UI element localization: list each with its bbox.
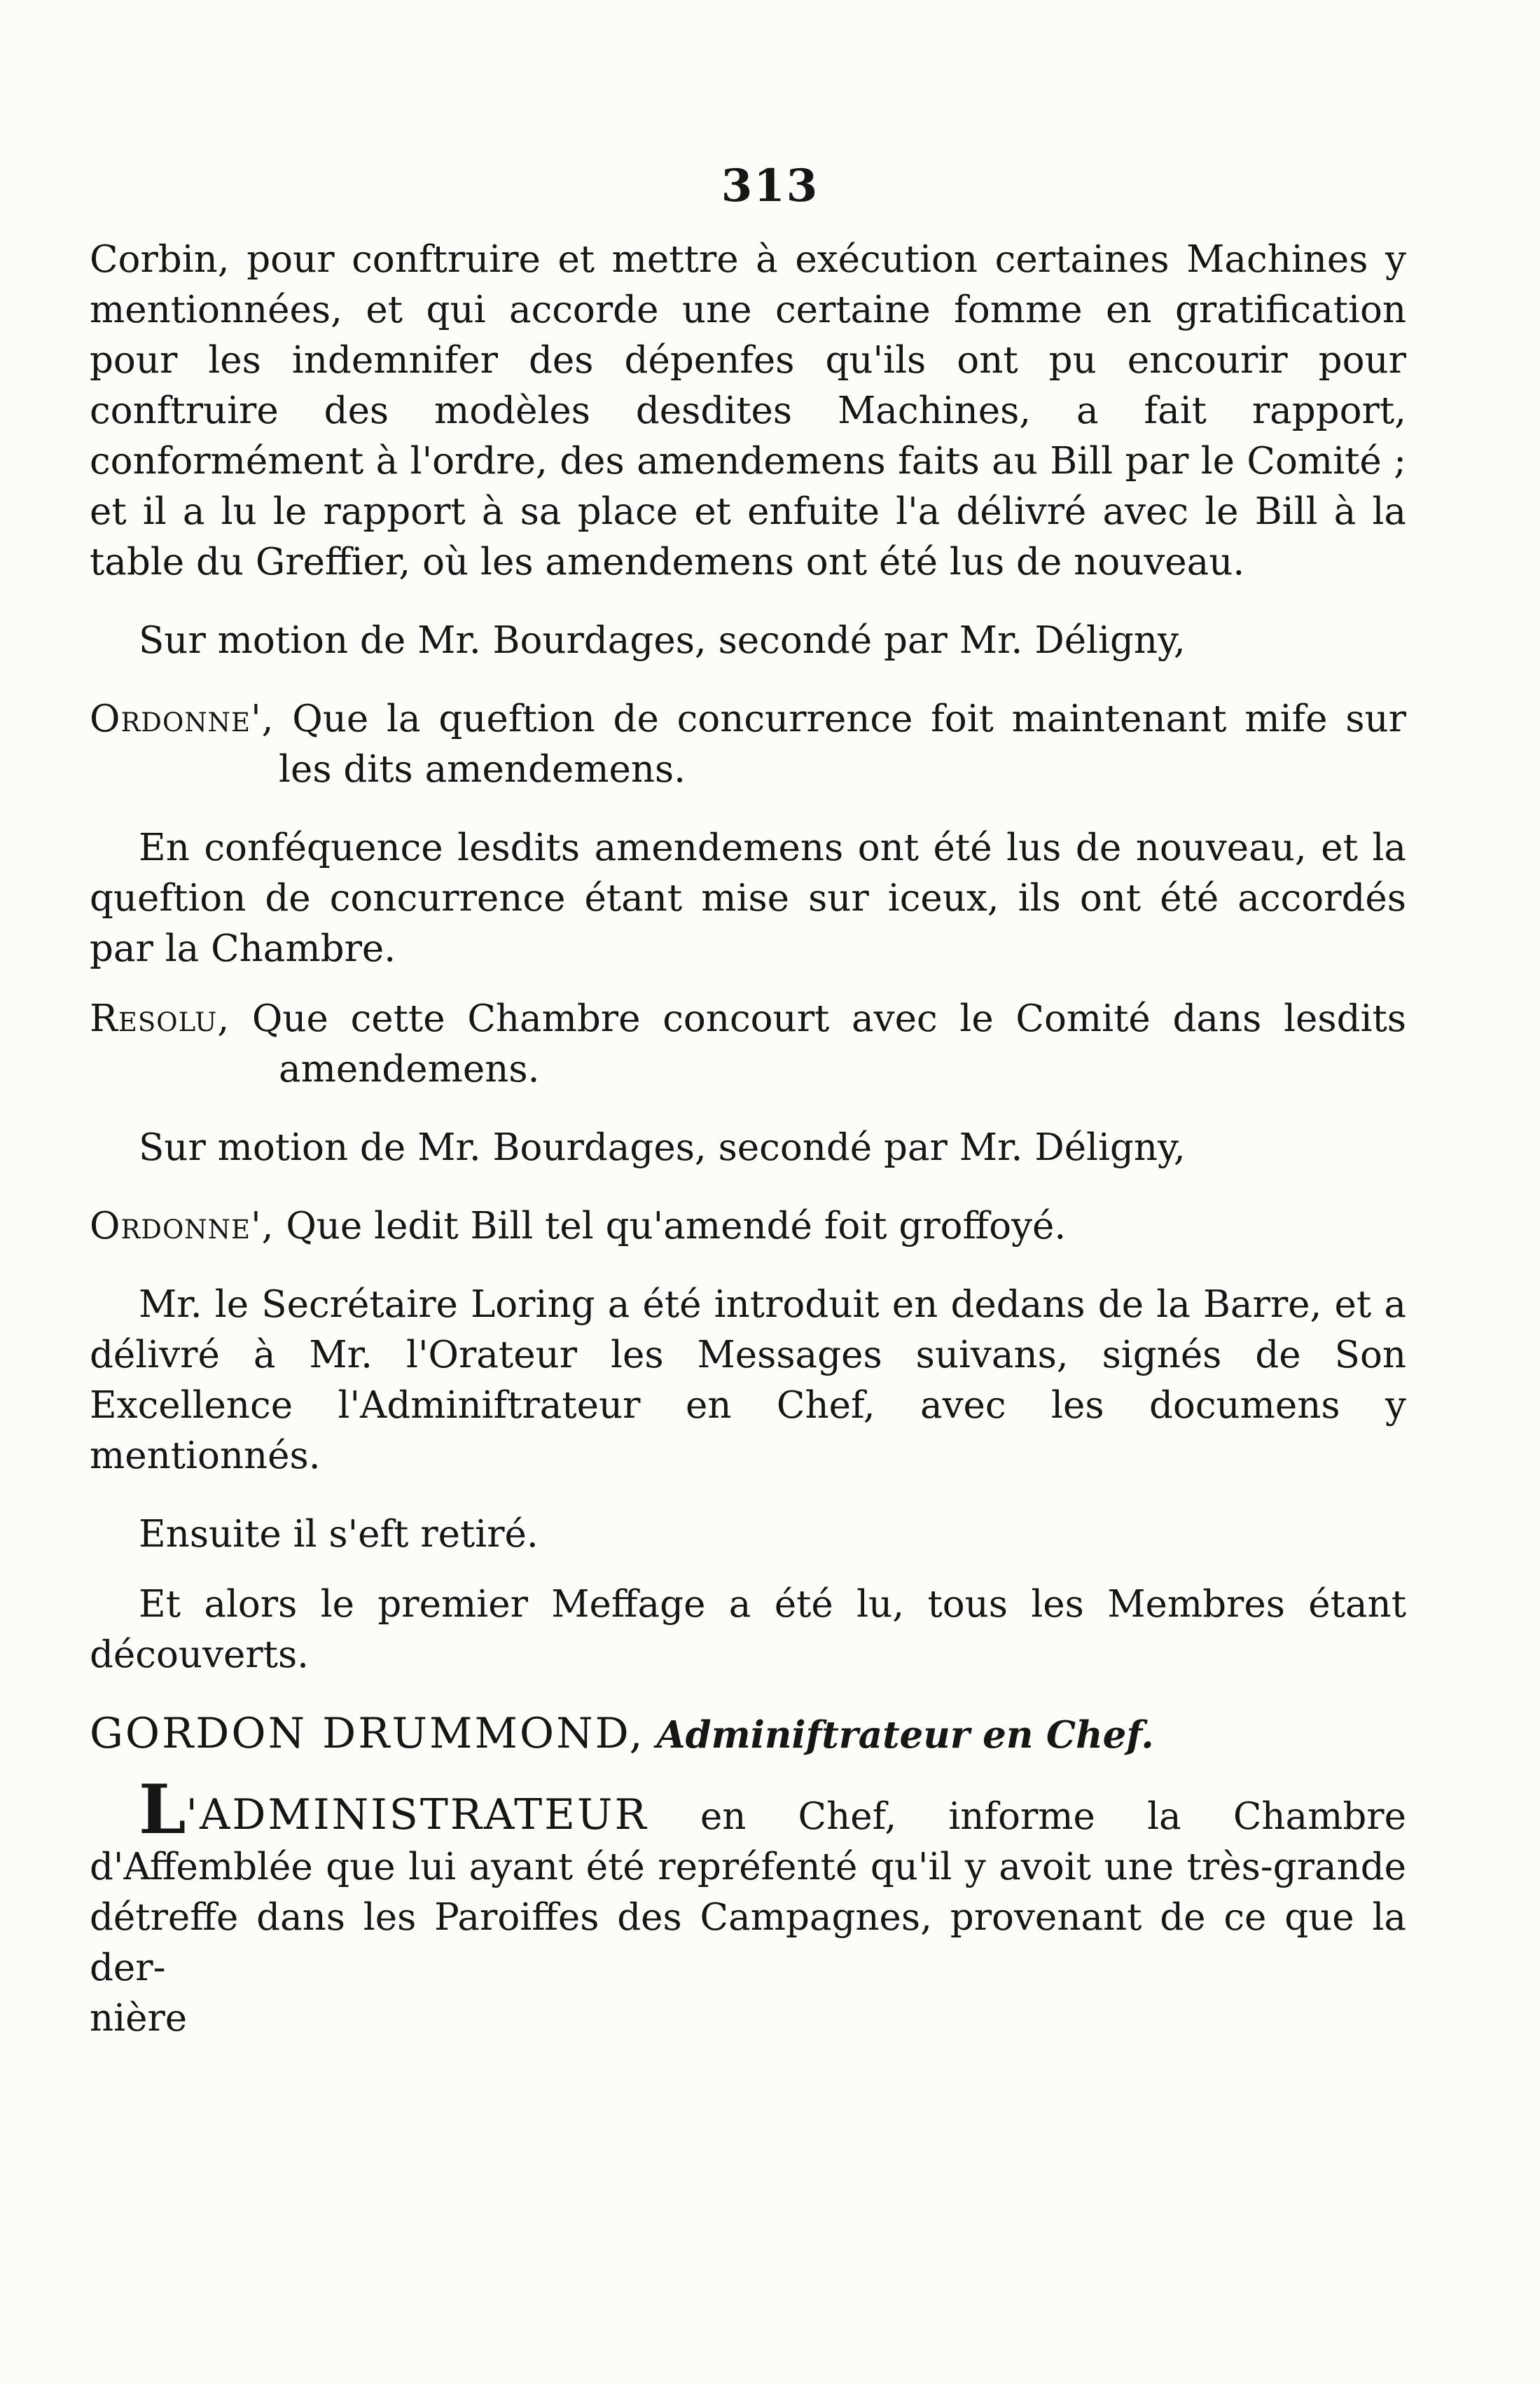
message-text: en Chef, informe la Chambre d'Affemblée que lui ayant été repréfenté qu'il y avoit une très-grande détreffe dans les Paroiffes des Campagnes, provenant de ce que la der- [90, 1795, 1406, 1989]
consequence-paragraph: En conféquence lesdits amendemens ont été lus de nouveau, et la queftion de concurrence étant mise sur iceux, ils ont été accordés par la Chambre. [90, 827, 1406, 970]
message-read-paragraph: Et alors le premier Meffage a été lu, tous les Membres étant découverts. [90, 1583, 1406, 1676]
motion-paragraph-2: Sur motion de Mr. Bourdages, secondé par Mr. Déligny, [139, 1126, 1186, 1169]
ordonne-text: Que la queftion de concurrence foit maintenant mife sur les dits amendemens. [279, 698, 1406, 791]
catchword: nière [90, 1997, 188, 2040]
resolu-text: Que cette Chambre concourt avec le Comité dans lesdits amendemens. [251, 997, 1406, 1091]
retired-paragraph: Ensuite il s'eft retiré. [139, 1513, 539, 1556]
paragraph-corbin-report: Corbin, pour conftruire et mettre à exécution certaines Machines y mentionnées, et qui accorde une certaine fomme en gratification pour les indemnifer des dépenfes qu'ils ont pu encourir pour conftruire des modèles desdites Machines, a fait rapport, conformément à l'ordre, des amendemens faits au Bill par le Comité ; et il a lu le rapport à sa place et enfuite l'a délivré avec le Bill à la table du Greffier, où les amendemens ont été lus de nouveau. [90, 238, 1406, 583]
message-body-paragraph [90, 1770, 1406, 1993]
heading-name: GORDON DRUMMOND, [90, 1709, 645, 1758]
page-number: 313 [721, 160, 819, 212]
ordonne-label: Ordonne', [90, 1205, 275, 1247]
resolu-paragraph [90, 994, 1406, 1095]
document-body [90, 235, 1406, 2044]
secretary-paragraph: Mr. le Secrétaire Loring a été introduit en dedans de la Barre, et a délivré à Mr. l'Orateur les Messages suivans, signés de Son Excellence l'Adminiftrateur en Chef, avec les documens y mentionnés. [90, 1283, 1406, 1477]
ordonne-label: Ordonne', [90, 698, 275, 740]
motion-paragraph-1: Sur motion de Mr. Bourdages, secondé par Mr. Déligny, [139, 619, 1186, 662]
ordonne-paragraph-2 [90, 1201, 1406, 1252]
ordonne-paragraph-1 [90, 694, 1406, 795]
drop-cap: L [139, 1770, 186, 1849]
message-heading [90, 1708, 1406, 1761]
message-caps: 'ADMINISTRATEUR [186, 1790, 648, 1839]
heading-title: Adminiftrateur en Chef. [656, 1713, 1154, 1757]
ordonne-text: Que ledit Bill tel qu'amendé foit groffoyé. [286, 1205, 1067, 1247]
resolu-label: Resolu, [90, 997, 230, 1040]
